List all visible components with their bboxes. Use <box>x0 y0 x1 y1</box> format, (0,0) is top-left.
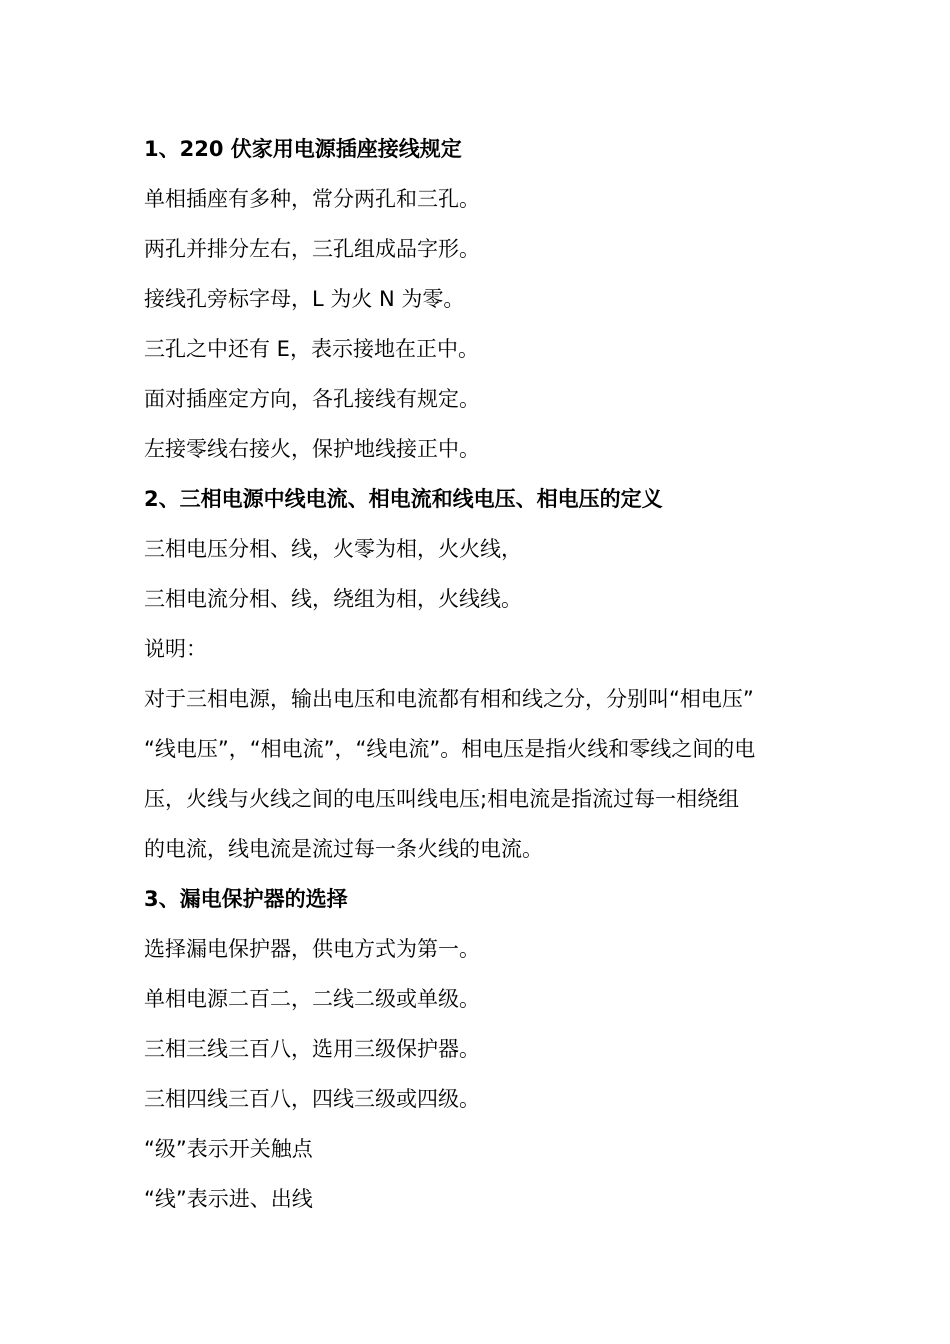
section-3-heading: 3、漏电保护器的选择 <box>144 887 348 911</box>
section-3-line-6: “线”表示进、出线 <box>144 1187 313 1211</box>
section-2-line-4: 对于三相电源，输出电压和电流都有相和线之分，分别叫“相电压” <box>144 687 754 711</box>
section-1-line-1: 单相插座有多种，常分两孔和三孔。 <box>144 187 480 211</box>
section-1-line-6: 左接零线右接火，保护地线接正中。 <box>144 437 480 461</box>
section-2-heading: 2、三相电源中线电流、相电流和线电压、相电压的定义 <box>144 487 663 511</box>
section-3-line-4: 三相四线三百八，四线三级或四级。 <box>144 1087 480 1111</box>
section-3-line-5: “级”表示开关触点 <box>144 1137 313 1161</box>
section-2-line-5: “线电压”，“相电流”，“线电流”。相电压是指火线和零线之间的电 <box>144 737 756 761</box>
section-2-line-6: 压，火线与火线之间的电压叫线电压;相电流是指流过每一相绕组 <box>144 787 740 811</box>
document-content <box>144 124 812 1224</box>
section-3-line-1: 选择漏电保护器，供电方式为第一。 <box>144 937 480 961</box>
section-2-line-1: 三相电压分相、线，火零为相，火火线， <box>144 537 522 561</box>
section-1-line-3: 接线孔旁标字母，L 为火 N 为零。 <box>144 287 465 311</box>
section-2-line-3: 说明： <box>144 637 207 661</box>
section-1-line-5: 面对插座定方向，各孔接线有规定。 <box>144 387 480 411</box>
section-2-line-7: 的电流，线电流是流过每一条火线的电流。 <box>144 837 543 861</box>
section-1-heading: 1、220 伏家用电源插座接线规定 <box>144 137 462 161</box>
section-3-line-3: 三相三线三百八，选用三级保护器。 <box>144 1037 480 1061</box>
section-1-line-2: 两孔并排分左右，三孔组成品字形。 <box>144 237 480 261</box>
section-3-line-2: 单相电源二百二，二线二级或单级。 <box>144 987 480 1011</box>
section-1-line-4: 三孔之中还有 E，表示接地在正中。 <box>144 337 479 361</box>
section-2-line-2: 三相电流分相、线，绕组为相，火线线。 <box>144 587 522 611</box>
